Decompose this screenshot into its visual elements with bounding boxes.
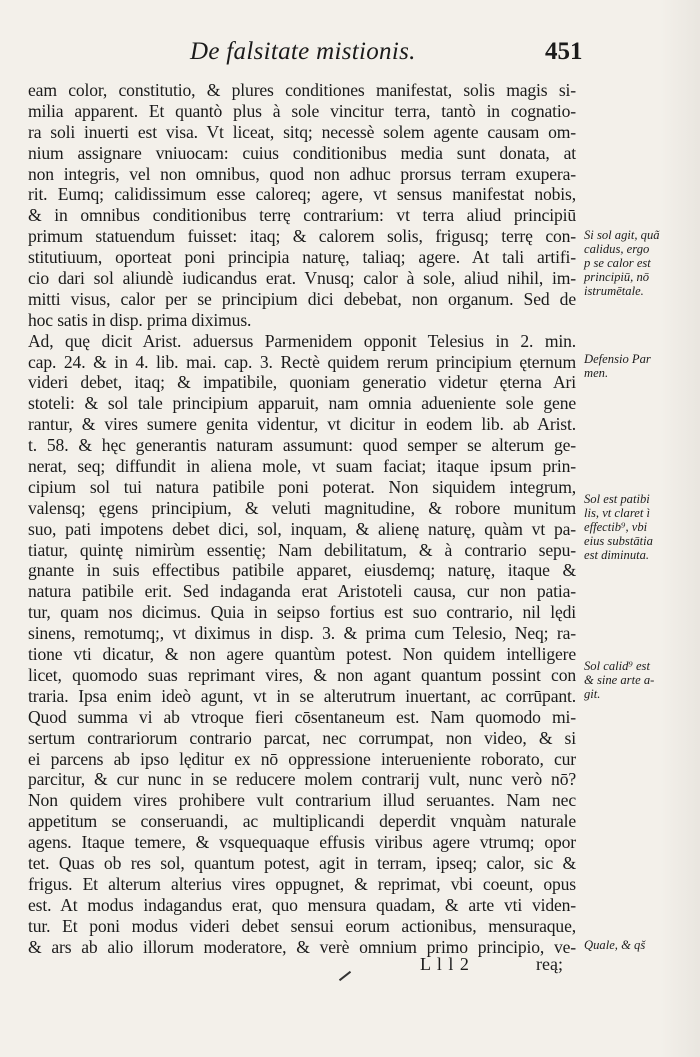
marginal-note-line: istrumētale. bbox=[584, 284, 644, 298]
text-line: appetitum se conseruandi, ac multiplicandi deperdit vnquàm naturale bbox=[28, 811, 576, 832]
text-line: t. 58. & hęc generantis naturam assumunt: quod semper se alterum ge- bbox=[28, 435, 576, 456]
text-line: videri debet, itaq; & impatibile, quoniam generatio videtur ęterna Ari bbox=[28, 372, 576, 393]
marginal-note-line: effectib⁹, vbi bbox=[584, 520, 648, 534]
text-line: Non quidem vires prohibere vult contrarium illud seruantes. Nam nec bbox=[28, 790, 576, 811]
page-footer bbox=[0, 954, 700, 978]
text-line: Ad, quę dicit Arist. aduersus Parmenidem opponit Telesius in 2. min. bbox=[28, 330, 576, 351]
text-line: mitti visus, calor per se principium dici debebat, non organum. Sed de bbox=[28, 288, 576, 309]
text-line: frigus. Et alterum alterius vires oppugnet, & reprimat, vbi coeunt, opus bbox=[28, 873, 576, 894]
text-line: tet. Quas ob res sol, quantum potest, agit in terram, ipseq; calor, sic & bbox=[28, 852, 576, 873]
text-line: tiatur, quintę nimirùm essentię; Nam debilitatum, & à contrario sepu- bbox=[28, 539, 576, 560]
page-number: 451 bbox=[545, 38, 583, 65]
marginal-note-line: est diminuta. bbox=[584, 548, 650, 562]
text-line: eam color, constitutio, & plures conditiones manifestat, solis magis si- bbox=[28, 80, 576, 100]
marginal-note-line: Quale, & qš bbox=[584, 938, 646, 952]
main-text-block bbox=[28, 80, 576, 957]
text-line: sinens, remotumq;, vt diximus in disp. 3. & prima cum Telesio, Neq; ra- bbox=[28, 623, 576, 644]
text-line: non integris, vel non omnibus, quod non adhuc prorsus terram exupera- bbox=[28, 163, 576, 184]
text-line: sertum contrariorum contrario parcat, nec corrumpat, non video, & si bbox=[28, 727, 576, 748]
text-line: ei parcens ab ipso lęditur ex nō oppressione interueniente roborato, cur bbox=[28, 748, 576, 769]
marginal-note-line: calidus, ergo bbox=[584, 242, 650, 256]
text-line: cio dari sol aliundè iudicandus erat. Vnusq; calor à sole, aliud nihil, im- bbox=[28, 268, 576, 289]
text-line: licet, quomodo suas reprimant vires, & non agant quantum possint con bbox=[28, 664, 576, 685]
marginal-note-line: Si sol agit, quã bbox=[584, 228, 660, 242]
text-line: gnante in suis effectibus patibile apparet, eiusdemq; naturę, itaque & bbox=[28, 560, 576, 581]
text-line: nerat, seq; diffundit in aliena mole, vt suam faciat; itaque ipsum prin- bbox=[28, 456, 576, 477]
marginal-note-line: git. bbox=[584, 687, 601, 701]
text-line: natura patibile erit. Sed indaganda erat Aristoteli causa, cur non patia- bbox=[28, 581, 576, 602]
marginal-note-line: Defensio Par bbox=[584, 352, 651, 366]
signature-mark: L l l 2 bbox=[420, 954, 470, 974]
text-line: Quod summa vi ab vtroque fieri cōsentaneum est. Nam quomodo mi- bbox=[28, 706, 576, 727]
text-line: nium assignare vniuocam: cuius conditionibus media sunt donata, at bbox=[28, 142, 576, 163]
text-line: & ars ab alio illorum moderatore, & verè omnium primo principio, ve- bbox=[28, 936, 576, 957]
text-line: primum statuendum fuisset: itaq; & calorem solis, frigusq; terrę con- bbox=[28, 226, 576, 247]
text-line: rit. Eumq; calidissimum esse caloreq; agere, vt sensus manifestat nobis, bbox=[28, 184, 576, 205]
running-head: De falsitate mistionis. bbox=[190, 38, 416, 65]
text-line: cap. 24. & in 4. lib. mai. cap. 3. Rectè quidem rerum principium ęternum bbox=[28, 351, 576, 372]
marginal-note bbox=[584, 938, 696, 952]
marginal-note bbox=[584, 352, 696, 380]
marginal-note-line: men. bbox=[584, 366, 609, 380]
text-line: agens. Itaque temere, & vsquequaque effusis viribus agere vtrumq; opor bbox=[28, 832, 576, 853]
marginal-note-line: p se calor est bbox=[584, 256, 651, 270]
catchword: reą; bbox=[536, 954, 563, 974]
text-line: stoteli: & sol tale principium apparuit, nam omnia adueniente sole gene bbox=[28, 393, 576, 414]
text-line: hoc satis in disp. prima diximus. bbox=[28, 309, 252, 330]
text-line: cipium sol tui natura patibile poni poterat. Non siquidem integrum, bbox=[28, 476, 576, 497]
marginal-note bbox=[584, 659, 696, 701]
text-line: valensq; ęgens principium, & veluti magnitudine, & robore munitum bbox=[28, 497, 576, 518]
marginal-note bbox=[584, 228, 696, 298]
page-header bbox=[0, 38, 700, 70]
text-line: traria. Ipsa enim ideò agunt, vt in se alterutrum inuertant, ac corrūpant. bbox=[28, 685, 576, 706]
text-line: milia apparent. Et quantò plus à sole vincitur terra, tantò in cognatio- bbox=[28, 100, 576, 121]
text-line: tione vti dicatur, & non agere quantùm potest. Non quidem intelligere bbox=[28, 644, 576, 665]
text-line: suo, pati impotens debet dici, sol, inquam, & alienę naturę, quàm vt pa- bbox=[28, 518, 576, 539]
text-line: est. At modus indagandus erat, quo mensura quadam, & arte vti viden- bbox=[28, 894, 576, 915]
text-line: ra soli inuerti est visa. Vt liceat, sitq; necessè solem agente causam om- bbox=[28, 121, 576, 142]
text-line: rantur, & vires sumere genita videntur, vt dicitur in eodem lib. ab Arist. bbox=[28, 414, 576, 435]
marginal-note-line: lis, vt claret ì bbox=[584, 506, 650, 520]
marginal-note-line: Sol calid⁹ est bbox=[584, 659, 650, 673]
marginal-note-line: eius substātia bbox=[584, 534, 653, 548]
text-line: & in omnibus conditionibus terrę contrarium: vt terra aliud principiū bbox=[28, 205, 576, 226]
text-line: parcitur, & cur nunc in se reducere molem contrarij vult, nunc verò nō? bbox=[28, 769, 576, 790]
marginal-note-line: principiū, nō bbox=[584, 270, 650, 284]
marginal-note bbox=[584, 492, 696, 562]
marginal-note-line: Sol est patibi bbox=[584, 492, 650, 506]
marginal-note-line: & sine arte a- bbox=[584, 673, 655, 687]
text-line: stitutiuum, oporteat poni principia naturę, taliaq; agere. At tali artifi- bbox=[28, 247, 576, 268]
text-line: tur. Et poni modus videri debet sensui eorum actionibus, mensuraque, bbox=[28, 915, 576, 936]
text-line: tur, quam nos dicimus. Quia in seipso fortius est suo contrario, nil lędi bbox=[28, 602, 576, 623]
